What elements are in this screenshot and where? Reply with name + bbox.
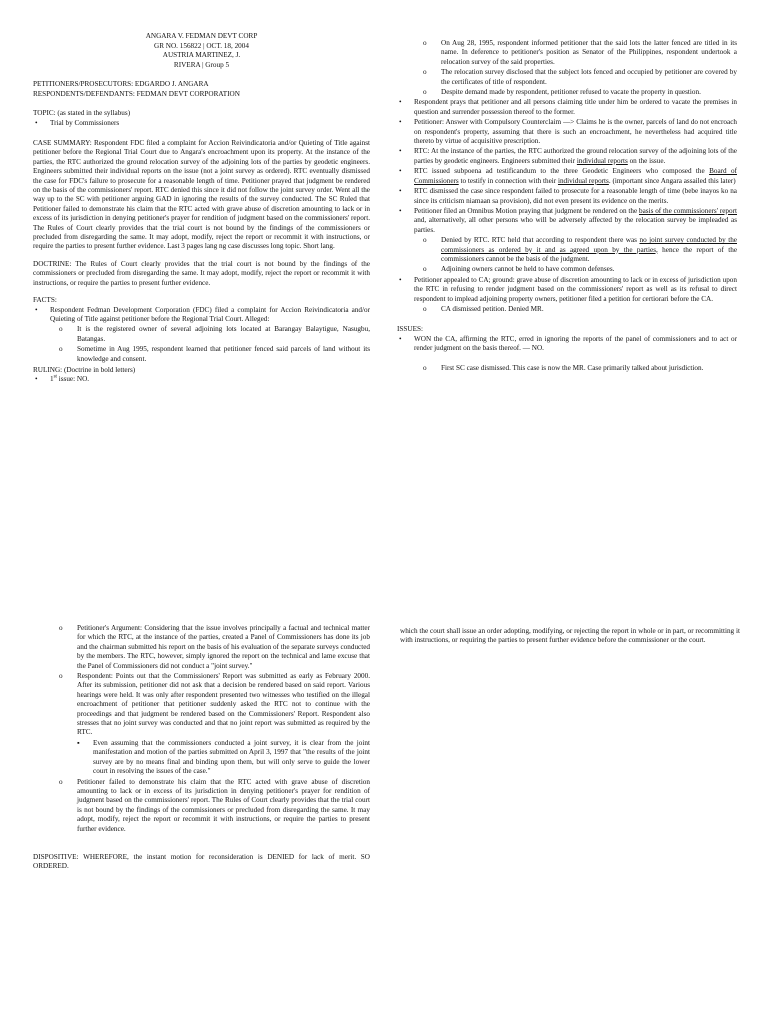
document-page-2 [0, 600, 768, 1024]
first-issue-number: 1 [50, 375, 54, 384]
facts-denied [397, 236, 737, 264]
court-holding: o Petitioner failed to demonstrate his claim that the RTC acted with grave abuse of discretion amounting to lack or in excess of its jurisdiction in denying petitioner's prayer for rendition of judgment based on the commissioners' report. The Rules of Court clearly provides that the trial court is not bound by the findings of the commissioners or precluded from disregarding the same. It may adopt, modify, reject the report or recommit it with instructions, or require the parties to present further evidence. [33, 778, 370, 834]
text-segment: . (important since Angara assailed this later) [608, 176, 736, 185]
facts-sub-1: o It is the registered owner of several adjoining lots located at Barangay Balaytigue, Nasugbu, Batangas. [33, 325, 370, 344]
petitioner-argument: o Petitioner's Argument: Considering that the issue involves principally a factual and technical matter for which the RTC, at the instance of the parties, created a Panel of Commissioners has done its job and the chairman submitted his report on the basis of his evaluation of the separate surveys conducted by the members. The RTC, however, simply ignored the report on the technical and lame excuse that the Panel of Commissioners did not conduct a "joint survey." [33, 624, 370, 671]
facts-sub-3: o On Aug 28, 1995, respondent informed petitioner that the said lots the latter fenced are titled in its name. In deference to petitioner's position as Senator of the Philippines, respondent undertook a relocation survey of the said properties. [397, 39, 737, 67]
facts-rtc-survey [397, 147, 737, 166]
issues-label: ISSUES: [397, 325, 423, 334]
dispositive: DISPOSITIVE: WHEREFORE, the instant motion for reconsideration is DENIED for lack of merit. SO ORDERED. [33, 852, 370, 871]
first-issue-text: issue: NO. [56, 375, 90, 384]
underlined-text: individual reports [576, 156, 628, 165]
ruling-list [33, 375, 370, 384]
left-column [33, 32, 370, 386]
facts-sub-5: o Despite demand made by respondent, petitioner refused to vacate the property in question. [397, 88, 737, 97]
text-segment: on the issue. [627, 156, 666, 165]
facts-list [33, 306, 370, 364]
underlined-text: individual reports [557, 176, 609, 185]
text-segment: Denied by RTC. RTC held that according to respondent there was [441, 236, 640, 245]
facts-dismissal: • RTC dismissed the case since respondent failed to prosecute for a reasonable length of time (bebe inayos ko na since its criticism niamaan sa provision), did not even present its evidence on the merits. [397, 187, 737, 206]
topic-list [33, 119, 370, 128]
first-issue [33, 375, 370, 384]
facts-prayer: • Respondent prays that petitioner and all persons claiming title under him be ordered to vacate the premises in question and surrender possession thereof to the former. [397, 98, 737, 117]
petitioners-line: PETITIONERS/PROSECUTORS: EDGARDO J. ANGARA [33, 80, 209, 89]
ruling-discussion-list [33, 624, 370, 834]
case-summary: CASE SUMMARY: Respondent FDC filed a complaint for Accion Reivindicatoria and/or Quieting of Title against petitioner before the Regional Trial Court due to Angara's encroachment upon its property. At the instance of the parties, the RTC authorized the ground relocation survey of the adjoining lots of the parties by geodetic engineers. Engineers submitted their individual reports on the issue (not a joint survey as ordered). RTC eventually dismissed the case for FDC's failure to prosecute for a reasonable length of time. Petitioner prayed that judgment be rendered on the basis of the commissioners' report. RTC denied this since it did not follow the joint survey order. Went all the way up to the SC with petitioner arguing GAD in ignoring the results of the survey conducted. The SC Ruled that Petitioner failed to demonstrate his claim that the RTC acted with grave abuse of discretion amounting to lack or in excess of its jurisdiction in denying petitioner's prayer for rendition of judgment based on the commissioners' report. The Rules of Court clearly provides that the trial court is not bound by the findings of the commissioners or precluded from disregarding the same. It may adopt, modify, reject the report or recommit it with instructions, or require the parties to present further evidence. Last 3 pages lang ng case discusses long topic. Short lang. [33, 139, 370, 251]
first-issue-suffix: st [53, 374, 57, 380]
right-column [397, 39, 737, 374]
facts-ca-dismissed: o CA dismissed petition. Denied MR. [397, 305, 737, 314]
facts-omnibus [397, 207, 737, 235]
issue-1-note: o First SC case dismissed. This case is now the MR. Case primarily talked about jurisdiction. [397, 364, 737, 373]
facts-label: FACTS: [33, 296, 57, 305]
facts-subpoena [397, 167, 737, 186]
group-label: RIVERA | Group 5 [173, 60, 230, 69]
facts-sub-2: o Sometime in Aug 1995, respondent learned that petitioner fenced said parcels of land without its knowledge and consent. [33, 345, 370, 364]
facts-intro: • Respondent Fedman Development Corporation (FDC) filed a complaint for Accion Reivindicatoria and/or Quieting of Title against petitioner before the Regional Trial Court. Alleged: [33, 306, 370, 325]
issue-1: • WON the CA, affirming the RTC, erred in ignoring the reports of the panel of commissioners and to act or render judgment on the basis thereof. — NO. [397, 335, 737, 354]
facts-adjoining: o Adjoining owners cannot be held to have common defenses. [397, 265, 737, 274]
gr-number: GR NO. 156822 | OCT. 18, 2004 [154, 41, 249, 50]
text-segment: to testify in connection with their [458, 176, 558, 185]
ruling-label: RULING: (Doctrine in bold letters) [33, 365, 136, 374]
text-segment: and, alternatively, all other persons who will be adversely affected by the relocation survey be impleaded as parties. [414, 216, 737, 234]
text-segment: RTC issued subpoena ad testificandum to the three Geodetic Engineers who composed the [414, 167, 710, 176]
case-title: ANGARA V. FEDMAN DEVT CORP [145, 32, 258, 40]
facts-answer: • Petitioner: Answer with Compulsory Counterclaim —> Claims he is the owner, parcels of land do not encroach on respondent's property, assuming that there is such an encroachment, he nevertheless had acquired title thereto by virtue of acquisitive prescription. [397, 118, 737, 146]
facts-appeal: • Petitioner appealed to CA; ground: grave abuse of discretion amounting to lack or in excess of jurisdiction upon the RTC in refusing to render judgment based on the commissioners' report as well as its refusal to direct respondent to implead adjoining property owners, petitioner filed a petition for certiorari before the CA. [397, 276, 737, 304]
underlined-text: basis of the commissioners' report [639, 206, 737, 215]
text-segment: hence the report of the commissioners cannot be the basis of the judgment. [441, 245, 738, 263]
facts-continued-list [397, 39, 737, 314]
doctrine: DOCTRINE: The Rules of Court clearly provides that the trial court is not bound by the findings of the commissioners or precluded from disregarding the same. It may adopt, modify, reject the report or recommit it with instructions, or require the parties to present further evidence. [33, 259, 370, 287]
text-segment: Petitioner filed an Omnibus Motion praying that judgment be rendered on the [414, 206, 639, 215]
rule-excerpt: which the court shall issue an order adopting, modifying, or rejecting the report in whole or in part, or recommitting it with instructions, or requiring the parties to present further evidence before the commissioner or the court. [400, 627, 740, 645]
ponente: AUSTRIA MARTINEZ, J. [162, 51, 241, 60]
page2-right-column [400, 627, 740, 654]
facts-sub-4: o The relocation survey disclosed that the subject lots fenced and occupied by petitioner are covered by the certificates of title of respondent. [397, 68, 737, 87]
issues-list [397, 335, 737, 373]
joint-survey-note: ▪ Even assuming that the commissioners conducted a joint survey, it is clear from the joint manifestation and motion of the parties submitted on April 3, 1997 that "the results of the joint survey are by no means final and binding upon them, but will only serve to guide the lower court in resolving the issues of the case." [33, 739, 370, 777]
respondents-line: RESPONDENTS/DEFENDANTS: FEDMAN DEVT CORPORATION [33, 89, 240, 98]
respondent-argument: o Respondent: Points out that the Commissioners' Report was submitted as early as February 2000. After its submission, petitioner did not ask that a decision be rendered based on said report. Various hearings were held. It was only after respondent presented two witnesses who testified on the illegal encroachment of petitioner that petitioner suddenly asked the RTC not to continue with the proceedings and that judgment be rendered based on the Commissioners' Report. Respondent also stresses that no joint survey was conducted and that no joint report was submitted as required by the RTC. [33, 672, 370, 738]
page2-left-column [33, 624, 370, 880]
underlined-text: Board of Commissioners [414, 167, 737, 185]
topic-label: TOPIC: (as stated in the syllabus) [33, 109, 131, 118]
text-segment: RTC: At the instance of the parties, the RTC authorized the ground relocation survey of the adjoining lots of the parties by geodetic engineers. Engineers submitted their [414, 147, 737, 165]
topic-item: • Trial by Commissioners [33, 119, 370, 128]
underlined-text: no joint survey conducted by the commissioners as ordered by it and as agreed upon by the parties, [441, 236, 737, 254]
